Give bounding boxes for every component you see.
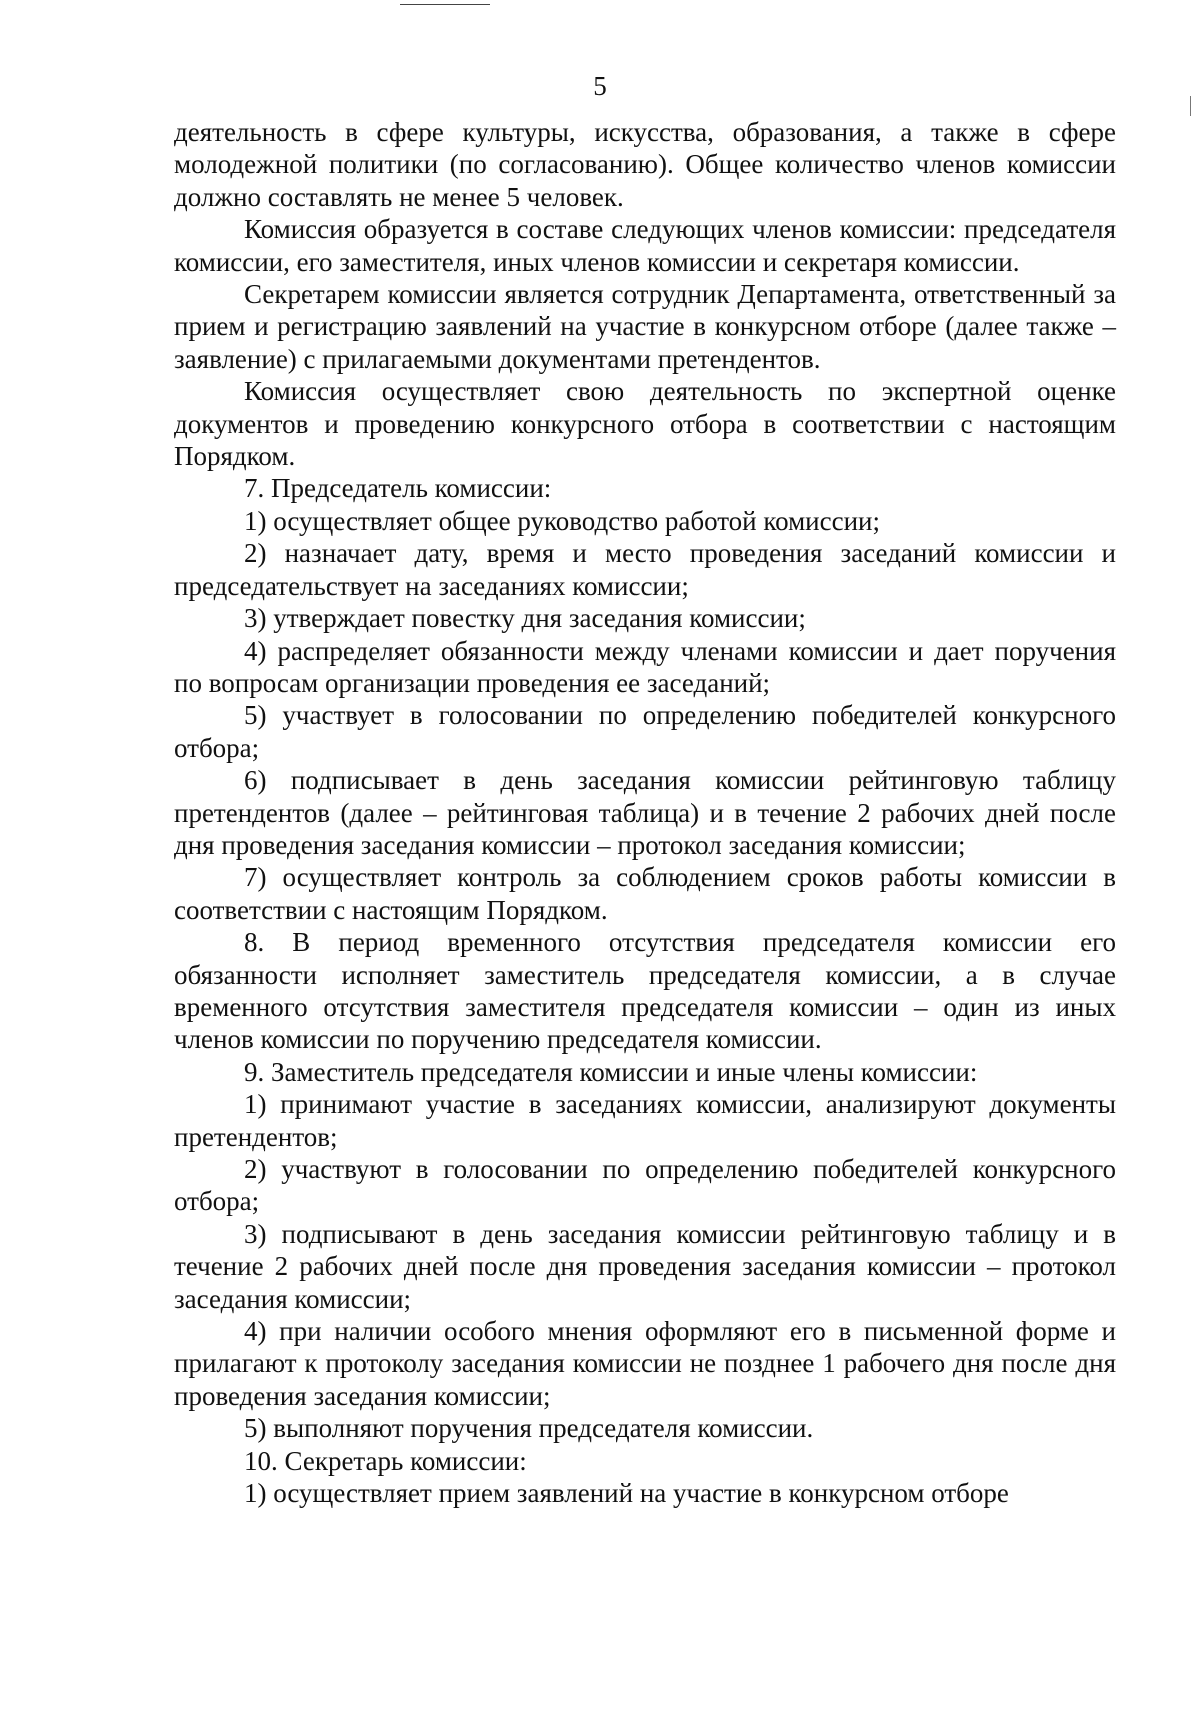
list-item: 2) назначает дату, время и место проведения заседаний комиссии и председательствует на заседаниях комиссии; [174,538,1116,601]
paragraph: деятельность в сфере культуры, искусства, образования, а также в сфере молодежной политики (по согласованию). Общее количество членов комиссии должно составлять не менее 5 человек. [174,117,1116,212]
paragraph: Секретарем комиссии является сотрудник Департамента, ответственный за прием и регистрацию заявлений на участие в конкурсном отборе (далее также – заявление) с прилагаемыми документами претендентов. [174,279,1116,374]
section-heading: 7. Председатель комиссии: [244,473,552,504]
list-item: 1) принимают участие в заседаниях комиссии, анализируют документы претендентов; [174,1089,1116,1152]
paragraph: Комиссия осуществляет свою деятельность по экспертной оценке документов и проведению конкурсного отбора в соответствии с настоящим Порядком. [174,376,1116,472]
list-item: 4) распределяет обязанности между членами комиссии и дает поручения по вопросам организации проведения ее заседаний; [174,635,1116,698]
list-item: 6) подписывает в день заседания комиссии рейтинговую таблицу претендентов (далее – рейтинговая таблица) и в течение 2 рабочих дней после дня проведения заседания комиссии – протокол заседания комиссии; [174,765,1116,860]
list-item: 1) осуществляет прием заявлений на участие в конкурсном отборе [244,1478,1009,1509]
list-item: 7) осуществляет контроль за соблюдением сроков работы комиссии в соответствии с настоящим Порядком. [174,862,1116,925]
list-item: 4) при наличии особого мнения оформляют его в письменной форме и прилагают к протоколу заседания комиссии не позднее 1 рабочего дня после дня проведения заседания комиссии; [174,1316,1116,1411]
list-item: 3) утверждает повестку дня заседания комиссии; [244,603,806,634]
section-heading: 9. Заместитель председателя комиссии и иные члены комиссии: [244,1056,978,1087]
section-heading: 10. Секретарь комиссии: [244,1445,527,1476]
page-number: 5 [593,71,607,101]
list-item: 3) подписывают в день заседания комиссии рейтинговую таблицу и в течение 2 рабочих дней после дня проведения заседания комиссии – протокол заседания комиссии; [174,1218,1116,1314]
paragraph: Комиссия образуется в составе следующих членов комиссии: председателя комиссии, его заместителя, иных членов комиссии и секретаря комиссии. [174,214,1116,277]
document-body [174,116,1116,1509]
list-item: 5) участвует в голосовании по определению победителей конкурсного отбора; [174,700,1116,763]
top-rule-mark [400,4,490,5]
list-item: 2) участвуют в голосовании по определению победителей конкурсного отбора; [174,1154,1116,1217]
list-item: 1) осуществляет общее руководство работой комиссии; [244,505,880,536]
list-item: 5) выполняют поручения председателя комиссии. [244,1413,814,1444]
paragraph: 8. В период временного отсутствия председателя комиссии его обязанности исполняет заместитель председателя комиссии, а в случае временного отсутствия заместителя председателя комиссии – один из иных членов комиссии по поручению председателя комиссии. [174,927,1116,1055]
